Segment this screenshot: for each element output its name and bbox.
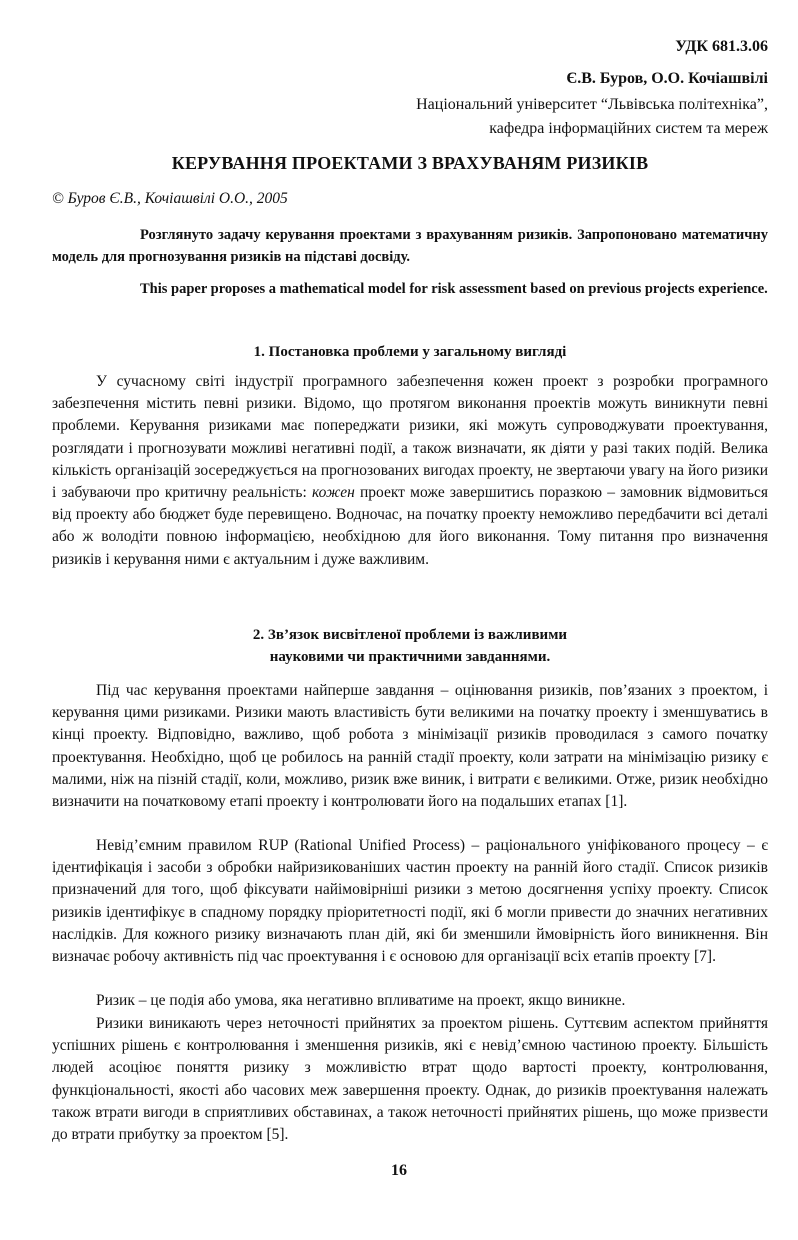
- udk-code: УДК 681.3.06: [675, 38, 768, 55]
- section-2-heading: [52, 624, 768, 668]
- paragraph-text-start: У сучасному світі індустрії програмного забезпечення кожен проект з розробки програмного забезпечення містить певні ризики. Відомо, що протягом виконання проектів можуть виникнути певні проблеми. Керування ризиками має попереджати ризики, які можуть супроводжувати проектування, розглядати і прогнозувати можливі негативні події, а також визначати, як діяти у разі таких подій. Велика кількість організацій зосереджується на прогнозованих вигодах проекту, не звертаючи увагу на його ризики і забуваючи про критичну реальність:: [52, 373, 768, 502]
- section-2-heading-line1: 2. Зв’язок висвітленої проблеми із важливими: [252, 627, 568, 643]
- emphasis-word: кожен: [311, 484, 355, 502]
- section-1-paragraph: [52, 371, 768, 571]
- abstract-english: This paper proposes a mathematical model for risk assessment based on previous projects experience.: [140, 281, 768, 297]
- paragraph-text-end: проект може завершитись поразкою – замовник відмовиться від проекту або бюджет буде перевищено. Водночас, на початку проекту неможливо передбачити всі деталі або ж володіти повною інформацією, необхідною для його виконання. Тому питання про визначення ризиків і керування ними є актуальним і дуже важливим.: [52, 484, 768, 568]
- authors: Є.В. Буров, О.О. Кочіашвілі: [566, 70, 768, 87]
- section-2-paragraph-1: Під час керування проектами найперше завдання – оцінювання ризиків, пов’язаних з проектом, і керування цими ризиками. Ризики мають властивість бути великими на початку проекту і зменшуватись в кінці проекту. Відповідно, важливо, щоб робота з мінімізації ризиків проводилася з самого початку проектування. Необхідно, щоб це робилось на ранній стадії проекту, коли затрати на мінімізацію ризику є малими, ніж на пізній стадії, коли, можливо, ризик вже виник, і витрати є великими. Отже, ризик необхідно визначити на початковому етапі проекту і контролювати його на подальших етапах [1].: [52, 682, 768, 811]
- page-number: 16: [391, 1162, 407, 1179]
- section-2-paragraph-2: Невід’ємним правилом RUP (Rational Unified Process) – раціонального уніфікованого процесу – є ідентифікація і засоби з обробки найризикованіших частин проекту на ранній його стадії. Список ризиків призначений для того, щоб фіксувати найімовірніші ризики з метою досягнення успіху проекту. Список ризиків ідентифікує в спадному порядку пріоритетності події, які б могли привести до значних негативних наслідків. Для кожного ризику визначають план дій, які би зменшили ймовірність його виникнення. Він визначає робочу активність під час проектування і є основою для організації всіх етапів проекту [7].: [52, 837, 768, 966]
- section-2-paragraph-4: Ризики виникають через неточності прийнятих за проектом рішень. Суттєвим аспектом прийняття успішних рішень є контролювання і зменшення ризиків, які є невід’ємною частиною проекту. Більшість людей асоціює поняття ризику з можливістю втрат щодо вартості проекту, контролювання, функціональності, якості або часових меж завершення проекту. Однак, до ризиків проектування належать також втрати вигоди в сприятливих обставинах, а також неточності прийнятих рішень, що може призвести до втрати прибутку за проектом [5].: [52, 1015, 768, 1144]
- paper-title: КЕРУВАННЯ ПРОЕКТАМИ З ВРАХУВАНЯМ РИЗИКІВ: [171, 153, 649, 173]
- copyright-line: © Буров Є.В., Кочіашвілі О.О., 2005: [52, 190, 288, 207]
- affiliation-university: Національний університет “Львівська політехніка”,: [416, 96, 768, 113]
- section-2-paragraph-3: Ризик – це подія або умова, яка негативно впливатиме на проект, якщо виникне.: [96, 992, 626, 1009]
- affiliation-department: кафедра інформаційних систем та мереж: [489, 120, 768, 137]
- section-2-heading-line2: науковими чи практичними завданнями.: [269, 649, 551, 665]
- abstract-ukrainian: Розглянуто задачу керування проектами з врахуванням ризиків. Запропоновано математичну модель для прогнозування ризиків на підставі досвіду.: [52, 227, 768, 265]
- section-1-heading: 1. Постановка проблеми у загальному вигляді: [253, 344, 567, 360]
